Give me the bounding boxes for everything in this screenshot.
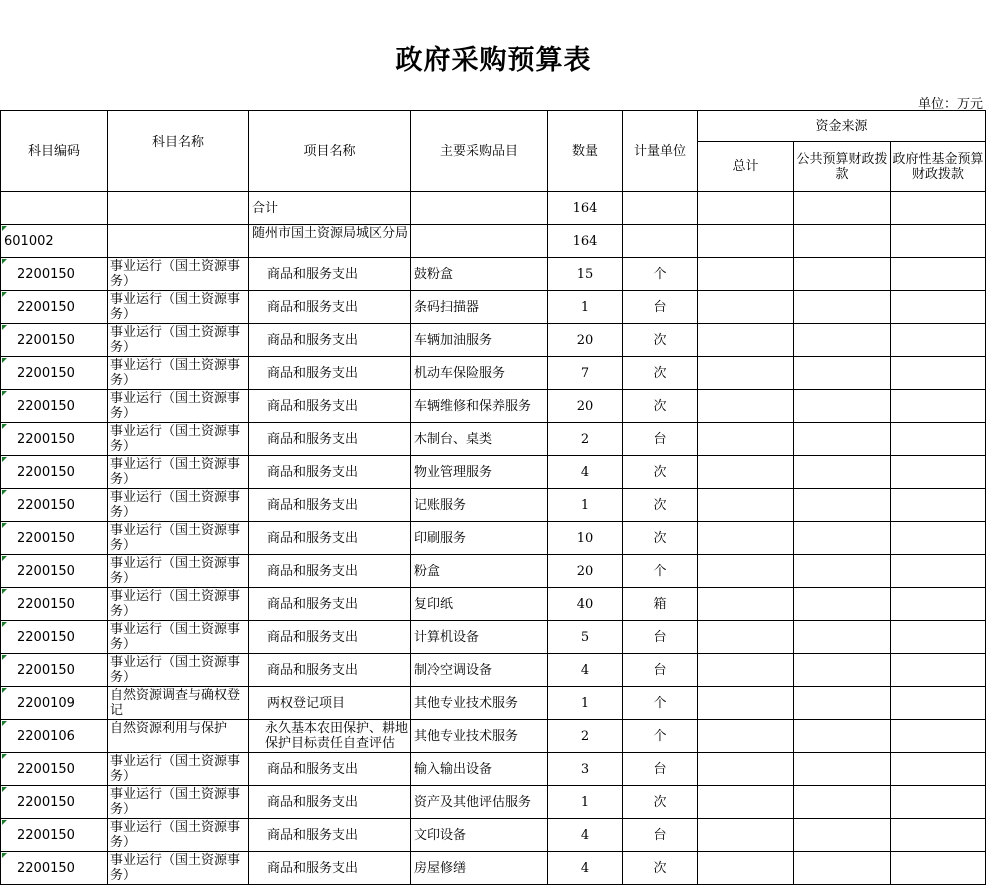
cell-unit	[623, 225, 698, 258]
cell-item: 输入输出设备	[411, 753, 548, 786]
cell-project: 商品和服务支出	[249, 357, 411, 390]
cell-gov-fund	[891, 852, 986, 885]
cell-qty: 15	[548, 258, 623, 291]
cell-total	[698, 786, 794, 819]
cell-item: 车辆加油服务	[411, 324, 548, 357]
cell-unit: 个	[623, 555, 698, 588]
cell-gov-fund	[891, 786, 986, 819]
cell-total	[698, 654, 794, 687]
table-row	[1, 192, 986, 225]
cell-qty: 4	[548, 852, 623, 885]
cell-gov-fund	[891, 258, 986, 291]
cell-gov-fund	[891, 621, 986, 654]
cell-project: 永久基本农田保护、耕地保护目标责任自查评估	[249, 720, 411, 753]
cell-gov-fund	[891, 654, 986, 687]
cell-code: 2200150	[1, 852, 108, 885]
cell-total	[698, 225, 794, 258]
cell-gov-fund	[891, 456, 986, 489]
table-row	[1, 456, 986, 489]
cell-qty: 10	[548, 522, 623, 555]
cell-public-budget	[794, 192, 891, 225]
cell-project: 商品和服务支出	[249, 852, 411, 885]
cell-name: 事业运行（国土资源事务）	[108, 555, 249, 588]
table-row	[1, 390, 986, 423]
cell-qty: 4	[548, 819, 623, 852]
cell-code: 2200150	[1, 291, 108, 324]
table-row	[1, 687, 986, 720]
table-row	[1, 720, 986, 753]
procurement-budget-table	[0, 110, 986, 885]
cell-qty: 2	[548, 720, 623, 753]
cell-public-budget	[794, 324, 891, 357]
cell-public-budget	[794, 819, 891, 852]
header-item: 主要采购品目	[411, 111, 548, 192]
cell-qty: 2	[548, 423, 623, 456]
cell-name: 事业运行（国土资源事务）	[108, 522, 249, 555]
cell-total	[698, 819, 794, 852]
cell-public-budget	[794, 621, 891, 654]
cell-total	[698, 720, 794, 753]
page-title: 政府采购预算表	[395, 45, 592, 76]
cell-total	[698, 456, 794, 489]
cell-name: 事业运行（国土资源事务）	[108, 654, 249, 687]
cell-code: 2200150	[1, 522, 108, 555]
cell-item: 记账服务	[411, 489, 548, 522]
header-total: 总计	[698, 142, 794, 192]
cell-unit: 次	[623, 324, 698, 357]
cell-qty: 20	[548, 555, 623, 588]
header-qty: 数量	[548, 111, 623, 192]
cell-project: 商品和服务支出	[249, 390, 411, 423]
cell-public-budget	[794, 687, 891, 720]
cell-gov-fund	[891, 819, 986, 852]
cell-name: 事业运行（国土资源事务）	[108, 819, 249, 852]
cell-unit: 台	[623, 621, 698, 654]
unit-label: 单位：万元	[917, 97, 983, 112]
cell-gov-fund	[891, 489, 986, 522]
cell-gov-fund	[891, 687, 986, 720]
cell-name: 事业运行（国土资源事务）	[108, 621, 249, 654]
cell-public-budget	[794, 720, 891, 753]
cell-gov-fund	[891, 555, 986, 588]
cell-unit: 次	[623, 786, 698, 819]
cell-gov-fund	[891, 720, 986, 753]
cell-public-budget	[794, 489, 891, 522]
cell-name: 事业运行（国土资源事务）	[108, 489, 249, 522]
cell-public-budget	[794, 522, 891, 555]
cell-project: 商品和服务支出	[249, 753, 411, 786]
cell-item: 其他专业技术服务	[411, 687, 548, 720]
cell-qty: 4	[548, 456, 623, 489]
cell-unit: 次	[623, 357, 698, 390]
cell-unit: 个	[623, 720, 698, 753]
cell-project: 合计	[249, 192, 411, 225]
header-gov-fund: 政府性基金预算财政拨款	[891, 142, 986, 192]
cell-project: 商品和服务支出	[249, 423, 411, 456]
cell-qty: 1	[548, 489, 623, 522]
cell-gov-fund	[891, 522, 986, 555]
cell-qty: 1	[548, 291, 623, 324]
cell-public-budget	[794, 654, 891, 687]
cell-item: 条码扫描器	[411, 291, 548, 324]
cell-qty: 164	[548, 192, 623, 225]
table-row	[1, 225, 986, 258]
cell-name: 事业运行（国土资源事务）	[108, 786, 249, 819]
cell-name: 事业运行（国土资源事务）	[108, 291, 249, 324]
cell-total	[698, 258, 794, 291]
cell-project: 商品和服务支出	[249, 456, 411, 489]
cell-total	[698, 291, 794, 324]
cell-unit: 台	[623, 819, 698, 852]
cell-unit	[623, 192, 698, 225]
cell-public-budget	[794, 588, 891, 621]
cell-public-budget	[794, 852, 891, 885]
table-row	[1, 621, 986, 654]
cell-name: 事业运行（国土资源事务）	[108, 324, 249, 357]
table-row	[1, 555, 986, 588]
header-name: 科目名称	[108, 111, 249, 192]
table-row	[1, 291, 986, 324]
cell-item: 鼓粉盒	[411, 258, 548, 291]
cell-name: 事业运行（国土资源事务）	[108, 390, 249, 423]
table-row	[1, 324, 986, 357]
cell-code: 2200150	[1, 819, 108, 852]
cell-code	[1, 192, 108, 225]
cell-name: 事业运行（国土资源事务）	[108, 753, 249, 786]
cell-code: 2200106	[1, 720, 108, 753]
cell-project: 商品和服务支出	[249, 291, 411, 324]
cell-unit: 个	[623, 258, 698, 291]
cell-public-budget	[794, 225, 891, 258]
cell-qty: 5	[548, 621, 623, 654]
header-unit: 计量单位	[623, 111, 698, 192]
cell-unit: 次	[623, 852, 698, 885]
cell-item	[411, 192, 548, 225]
cell-total	[698, 357, 794, 390]
cell-item: 资产及其他评估服务	[411, 786, 548, 819]
cell-item	[411, 225, 548, 258]
cell-total	[698, 687, 794, 720]
cell-public-budget	[794, 390, 891, 423]
cell-name: 事业运行（国土资源事务）	[108, 357, 249, 390]
cell-item: 复印纸	[411, 588, 548, 621]
cell-project: 商品和服务支出	[249, 621, 411, 654]
cell-name: 事业运行（国土资源事务）	[108, 588, 249, 621]
cell-item: 制冷空调设备	[411, 654, 548, 687]
cell-unit: 次	[623, 456, 698, 489]
cell-project: 商品和服务支出	[249, 522, 411, 555]
cell-unit: 次	[623, 390, 698, 423]
cell-name	[108, 192, 249, 225]
cell-code: 2200150	[1, 489, 108, 522]
cell-qty: 4	[548, 654, 623, 687]
cell-project: 两权登记项目	[249, 687, 411, 720]
cell-gov-fund	[891, 588, 986, 621]
cell-project: 商品和服务支出	[249, 654, 411, 687]
cell-item: 房屋修缮	[411, 852, 548, 885]
cell-gov-fund	[891, 357, 986, 390]
cell-code: 2200109	[1, 687, 108, 720]
header-code: 科目编码	[1, 111, 108, 192]
cell-gov-fund	[891, 753, 986, 786]
table-row	[1, 852, 986, 885]
cell-code: 2200150	[1, 423, 108, 456]
cell-code: 2200150	[1, 324, 108, 357]
cell-code: 2200150	[1, 786, 108, 819]
cell-qty: 3	[548, 753, 623, 786]
header-fund-source: 资金来源	[698, 111, 986, 142]
cell-unit: 台	[623, 291, 698, 324]
header-project: 项目名称	[249, 111, 411, 192]
cell-total	[698, 852, 794, 885]
cell-code: 2200150	[1, 456, 108, 489]
cell-item: 文印设备	[411, 819, 548, 852]
cell-project: 商品和服务支出	[249, 489, 411, 522]
cell-code: 2200150	[1, 258, 108, 291]
cell-project: 商品和服务支出	[249, 555, 411, 588]
table-row	[1, 423, 986, 456]
cell-code: 2200150	[1, 390, 108, 423]
cell-total	[698, 192, 794, 225]
cell-qty: 1	[548, 687, 623, 720]
table-row	[1, 753, 986, 786]
cell-project: 商品和服务支出	[249, 786, 411, 819]
cell-unit: 台	[623, 753, 698, 786]
cell-public-budget	[794, 291, 891, 324]
cell-code: 601002	[1, 225, 108, 258]
cell-name: 事业运行（国土资源事务）	[108, 258, 249, 291]
cell-gov-fund	[891, 225, 986, 258]
cell-item: 其他专业技术服务	[411, 720, 548, 753]
cell-gov-fund	[891, 192, 986, 225]
cell-public-budget	[794, 753, 891, 786]
table-row	[1, 588, 986, 621]
cell-unit: 箱	[623, 588, 698, 621]
cell-total	[698, 489, 794, 522]
cell-total	[698, 753, 794, 786]
cell-qty: 1	[548, 786, 623, 819]
cell-project: 随州市国土资源局城区分局	[249, 225, 411, 258]
cell-name: 事业运行（国土资源事务）	[108, 456, 249, 489]
cell-public-budget	[794, 357, 891, 390]
cell-qty: 40	[548, 588, 623, 621]
cell-name: 自然资源调查与确权登记	[108, 687, 249, 720]
cell-public-budget	[794, 258, 891, 291]
cell-unit: 次	[623, 489, 698, 522]
cell-item: 印刷服务	[411, 522, 548, 555]
cell-unit: 台	[623, 654, 698, 687]
cell-qty: 20	[548, 324, 623, 357]
cell-total	[698, 324, 794, 357]
table-row	[1, 654, 986, 687]
cell-public-budget	[794, 786, 891, 819]
cell-name: 自然资源利用与保护	[108, 720, 249, 753]
table-row	[1, 522, 986, 555]
cell-project: 商品和服务支出	[249, 258, 411, 291]
cell-total	[698, 555, 794, 588]
cell-item: 物业管理服务	[411, 456, 548, 489]
cell-name: 事业运行（国土资源事务）	[108, 423, 249, 456]
cell-public-budget	[794, 423, 891, 456]
cell-total	[698, 522, 794, 555]
table-row	[1, 786, 986, 819]
table-body	[1, 192, 986, 885]
table-row	[1, 489, 986, 522]
cell-unit: 台	[623, 423, 698, 456]
cell-gov-fund	[891, 324, 986, 357]
cell-project: 商品和服务支出	[249, 324, 411, 357]
cell-gov-fund	[891, 291, 986, 324]
cell-code: 2200150	[1, 555, 108, 588]
cell-project: 商品和服务支出	[249, 588, 411, 621]
cell-item: 计算机设备	[411, 621, 548, 654]
cell-qty: 20	[548, 390, 623, 423]
cell-unit: 次	[623, 522, 698, 555]
cell-code: 2200150	[1, 357, 108, 390]
header-public-budget: 公共预算财政拨款	[794, 142, 891, 192]
cell-code: 2200150	[1, 753, 108, 786]
cell-total	[698, 588, 794, 621]
cell-code: 2200150	[1, 588, 108, 621]
cell-code: 2200150	[1, 654, 108, 687]
cell-total	[698, 621, 794, 654]
table-row	[1, 258, 986, 291]
cell-item: 粉盒	[411, 555, 548, 588]
table-row	[1, 357, 986, 390]
cell-unit: 个	[623, 687, 698, 720]
cell-item: 车辆维修和保养服务	[411, 390, 548, 423]
cell-item: 木制台、桌类	[411, 423, 548, 456]
cell-total	[698, 390, 794, 423]
cell-qty: 164	[548, 225, 623, 258]
cell-public-budget	[794, 555, 891, 588]
cell-gov-fund	[891, 390, 986, 423]
cell-public-budget	[794, 456, 891, 489]
cell-item: 机动车保险服务	[411, 357, 548, 390]
table-row	[1, 819, 986, 852]
cell-gov-fund	[891, 423, 986, 456]
cell-total	[698, 423, 794, 456]
cell-code: 2200150	[1, 621, 108, 654]
cell-project: 商品和服务支出	[249, 819, 411, 852]
cell-name: 事业运行（国土资源事务）	[108, 852, 249, 885]
cell-name	[108, 225, 249, 258]
cell-qty: 7	[548, 357, 623, 390]
